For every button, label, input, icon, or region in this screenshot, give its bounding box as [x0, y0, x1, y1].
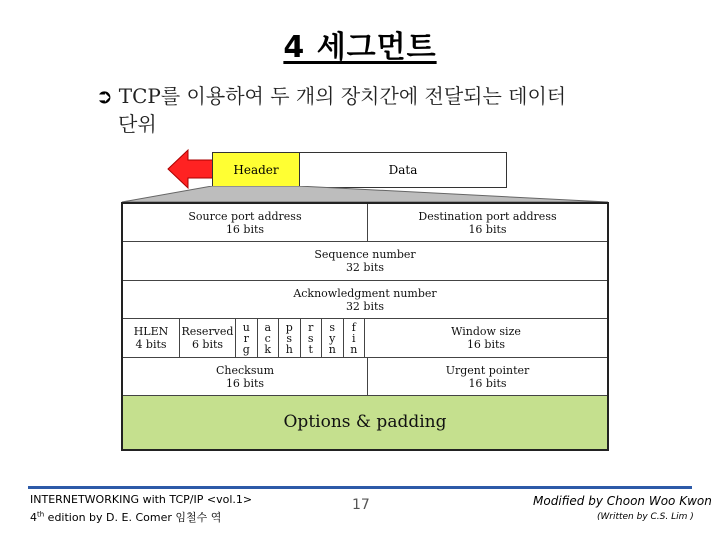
- flag-char: n: [328, 342, 336, 356]
- options-cell: Options & padding: [283, 412, 447, 432]
- flag-char: g: [242, 342, 250, 356]
- flag-char: a: [264, 320, 272, 334]
- urgent-bits: 16 bits: [468, 376, 507, 390]
- checksum-label: Checksum: [216, 363, 274, 377]
- checksum-cell: [123, 358, 367, 395]
- tcp-header-diagram: [121, 202, 609, 451]
- flag-char: r: [308, 320, 314, 334]
- left-arrow-icon: [166, 148, 218, 190]
- bullet-text-continued: 단위: [118, 112, 157, 136]
- footer-edition-rest: edition by D. E. Comer 임철수 역: [44, 511, 222, 524]
- sequence-bits: 32 bits: [345, 261, 385, 274]
- segment-data: Data: [388, 163, 418, 177]
- flag-char: i: [351, 331, 356, 345]
- hlen-cell: [123, 319, 179, 357]
- flag-char: r: [243, 331, 249, 345]
- dest-port-label: Destination port address: [418, 209, 557, 223]
- slide-title: 4 세그먼트: [283, 30, 437, 65]
- ack-label: Acknowledgment number: [293, 286, 437, 300]
- row-options: [123, 396, 607, 449]
- flag-char: f: [351, 320, 356, 334]
- footer-written-by: (Written by C.S. Lim ): [597, 512, 694, 522]
- row-ports: [123, 204, 607, 242]
- flag-char: u: [242, 320, 250, 334]
- bullet-text: [96, 80, 566, 109]
- flag-psh: [278, 319, 300, 357]
- row-ack: [123, 281, 607, 319]
- window-label: Window size: [451, 325, 521, 338]
- footer-modified-by: Modified by Choon Woo Kwon: [533, 494, 712, 508]
- flag-char: s: [329, 320, 336, 334]
- row-control: [123, 319, 607, 358]
- row-sequence: [123, 242, 607, 281]
- source-port-label: Source port address: [188, 209, 302, 223]
- source-port-bits: 16 bits: [225, 222, 265, 236]
- flag-ack: [257, 319, 279, 357]
- dest-port-bits: 16 bits: [468, 222, 507, 236]
- flag-char: c: [264, 331, 271, 345]
- source-port-cell: [123, 204, 367, 241]
- ack-bits: 32 bits: [345, 299, 385, 313]
- flag-char: n: [350, 342, 358, 356]
- footer-edition-suffix: th: [37, 510, 45, 519]
- dest-port-cell: [367, 204, 607, 241]
- bullet-tcp: TCP: [118, 84, 161, 108]
- footer-divider: [28, 486, 692, 489]
- segment-header: Header: [213, 153, 300, 187]
- window-bits: 16 bits: [466, 338, 506, 351]
- sequence-label: Sequence number: [314, 248, 416, 261]
- flag-rst: [300, 319, 322, 357]
- flag-char: p: [285, 320, 293, 334]
- row-checksum: [123, 358, 607, 396]
- urgent-label: Urgent pointer: [445, 363, 530, 377]
- hlen-label: HLEN: [133, 325, 169, 338]
- reserved-bits: 6 bits: [191, 338, 224, 351]
- reserved-label: Reserved: [181, 325, 234, 338]
- flag-fin: [343, 319, 365, 357]
- flag-char: t: [308, 342, 313, 356]
- ack-cell: [123, 281, 607, 318]
- window-cell: [364, 319, 607, 357]
- sequence-cell: [123, 242, 607, 280]
- footer-edition-number: 4: [30, 511, 37, 524]
- reserved-cell: [179, 319, 235, 357]
- flag-char: y: [329, 331, 336, 345]
- flag-char: h: [285, 342, 293, 356]
- urgent-cell: [367, 358, 607, 395]
- flag-char: s: [307, 331, 314, 345]
- flag-syn: [321, 319, 343, 357]
- checksum-bits: 16 bits: [225, 376, 265, 390]
- footer-edition: [30, 509, 221, 525]
- bullet-text-rest: 를 이용하여 두 개의 장치간에 전달되는 데이터: [160, 84, 567, 108]
- hlen-bits: 4 bits: [135, 338, 167, 351]
- page-number: 17: [352, 497, 370, 513]
- bullet-arrow-icon: ➲: [96, 84, 113, 108]
- flag-urg: [235, 319, 257, 357]
- segment-bar: [212, 152, 507, 188]
- footer-book-title: INTERNETWORKING with TCP/IP <vol.1>: [30, 493, 253, 506]
- flag-char: k: [264, 342, 272, 356]
- flag-char: s: [286, 331, 293, 345]
